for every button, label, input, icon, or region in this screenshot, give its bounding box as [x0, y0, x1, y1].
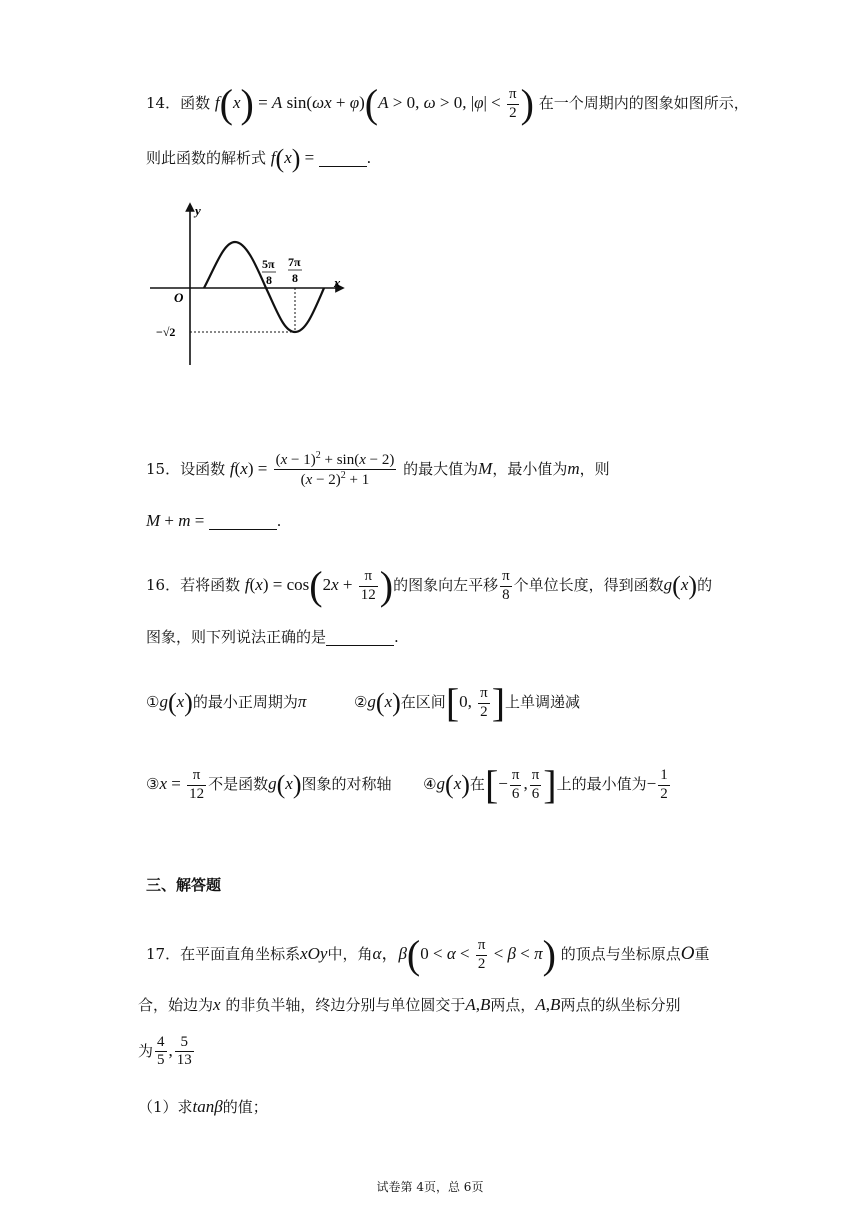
opt1-text: 的最小正周期为 [192, 693, 298, 711]
tick-7pi-8-den: 8 [292, 271, 298, 285]
paren: ) [392, 688, 401, 717]
section-heading: 三、解答题 [146, 876, 222, 894]
paren: ) [292, 770, 302, 799]
paren: ( [445, 770, 454, 799]
points-AB: B [480, 995, 491, 1014]
frac-pi-12: $\frac{\pi}{12}$ [189, 767, 205, 802]
xOy: xOy [300, 944, 328, 963]
period: . [394, 628, 399, 646]
q17-line2 [138, 996, 680, 1013]
period: . [276, 512, 282, 530]
paren: ( [309, 563, 323, 608]
bracket: [ [484, 762, 499, 807]
opt4-text-b: 上的最小值为 [556, 775, 647, 793]
q17-text-b: 中，角 [327, 945, 373, 963]
comma: , [168, 1040, 173, 1060]
q16-function: f(x) = cos [244, 575, 310, 594]
frac-4-5: $\frac{4}{5}$ [157, 1034, 165, 1069]
sine-curve [204, 242, 324, 332]
interval-start: 0, [459, 692, 477, 711]
q14-text-b: 在一个周期内的图象如图所示， [538, 94, 749, 112]
paren: ( [219, 81, 233, 126]
q17-line2-d: 两点的纵坐标分别 [560, 996, 681, 1014]
q16-text-b: 的图象向左平移 [393, 576, 499, 594]
q16-options-row2 [146, 762, 672, 807]
bracket: ] [543, 762, 557, 807]
comma: ， [381, 944, 399, 963]
q15-text-c: ，最小值为 [492, 459, 568, 478]
conditions: A > 0, ω > 0, |φ| < [378, 93, 506, 112]
opt1-mark: ① [146, 693, 160, 711]
q16-text-a: 若将函数 [180, 576, 241, 594]
var-x: x [176, 692, 185, 711]
q17-number: 17． [146, 945, 181, 963]
y-axis-label: y [195, 203, 201, 218]
formula-body: = A sin(ωx + φ) [253, 93, 365, 112]
opt2-text-a: 在区间 [400, 693, 446, 711]
range2: < β < π [489, 944, 543, 963]
opt4-mark: ④ [423, 775, 437, 793]
origin-label: O [174, 290, 184, 305]
paren: ) [291, 144, 301, 173]
q17-text-d: 重 [694, 945, 710, 963]
frac-pi-2: $\frac{\pi}{2}$ [509, 86, 517, 121]
comma: , [545, 995, 551, 1014]
q15-function: f(x) = [229, 458, 272, 478]
q14-text-a: 函数 [180, 94, 211, 112]
paren: ( [672, 571, 681, 600]
frac-pi-8: $\frac{\pi}{8}$ [502, 568, 510, 603]
tick-5pi-8-num: 5π [262, 257, 275, 271]
opt3-text: 不是函数 [208, 775, 269, 793]
points-AB: A [465, 995, 476, 1014]
frac-pi-6: $\frac{\pi}{6}$ [511, 767, 520, 802]
q17-line3 [138, 1034, 196, 1070]
frac-pi-12: $\frac{\pi}{12}$ [360, 568, 376, 603]
beta: β [398, 944, 407, 963]
q16-line2-text: 图象，则下列说法正确的是 [146, 628, 327, 646]
var-g: g [663, 575, 673, 594]
paren: ) [461, 770, 470, 799]
var-f: f [270, 148, 276, 167]
minus: − [498, 774, 508, 793]
comma: , [523, 774, 528, 793]
q16-options-row1 [146, 680, 581, 725]
frac-pi-2: $\frac{\pi}{2}$ [480, 685, 488, 720]
q14-number: 14． [146, 94, 181, 112]
q14-line2-text: 则此函数的解析式 [146, 149, 267, 167]
q15-number: 15． [146, 459, 181, 478]
q16-number: 16． [146, 576, 181, 594]
points-AB: B [550, 995, 561, 1014]
paren: ) [379, 563, 394, 608]
frac-pi-2: $\frac{\pi}{2}$ [477, 937, 486, 972]
q15-text-b: 的最大值为 [403, 459, 479, 478]
bracket: [ [445, 680, 460, 725]
q15-fraction: $\frac{(x - 1)^2 + \sin(x - 2)}{(x - 2)^2 + 1}$ [275, 450, 395, 489]
q16-line1 [146, 563, 713, 608]
alpha: α [372, 944, 382, 963]
page-footer: 试卷第 4页，总 6页 [376, 1180, 484, 1194]
tick-7pi-8-num: 7π [288, 255, 301, 269]
opt2-text-b: 上单调递减 [505, 693, 581, 711]
q15-text-a: 设函数 [180, 459, 226, 478]
points-AB: A [535, 995, 546, 1014]
q14-formula: f [214, 93, 220, 112]
q17-line2-a: 合，始边为 [138, 996, 214, 1014]
range: 0 < α < [420, 944, 474, 963]
var-x: x [453, 774, 462, 793]
var-g: g [367, 692, 376, 711]
q17-line1 [146, 932, 710, 977]
paren: ) [520, 81, 534, 126]
x-equals: x = [159, 774, 186, 793]
sub1-text: 的值； [222, 1098, 268, 1116]
paren: ( [276, 770, 286, 799]
paren: ) [688, 571, 698, 600]
min-value-label: −√2 [156, 325, 176, 339]
q15-text-d: ，则 [579, 459, 610, 478]
opt4-text-a: 在 [469, 775, 485, 793]
arg: 2x + [322, 575, 357, 594]
q17-line2-c: 两点， [490, 996, 536, 1014]
q16-line2 [146, 630, 399, 646]
pi: π [297, 692, 307, 711]
period: . [366, 149, 372, 167]
q17-line3-a: 为 [138, 1041, 154, 1060]
q17-sub1 [138, 1098, 268, 1115]
q17-text-c: 的顶点与坐标原点 [560, 945, 681, 963]
answer-blank [326, 630, 394, 646]
q17-text-a: 在平面直角坐标系 [180, 945, 301, 963]
q14-line2 [146, 146, 371, 172]
var-x: x [232, 93, 241, 112]
paren: ( [364, 81, 379, 126]
var-x: x [384, 692, 393, 711]
var-O: O [680, 943, 695, 964]
paren: ) [240, 81, 254, 126]
opt2-mark: ② [353, 693, 368, 711]
q14-graph [140, 195, 360, 375]
opt3-text-b: 图象的对称轴 [301, 775, 392, 793]
var-M: M [478, 458, 493, 478]
comma: , [475, 995, 480, 1014]
minus: − [646, 774, 657, 793]
paren: ) [184, 688, 193, 717]
paren: ( [406, 932, 421, 977]
frac-5-13: $\frac{5}{13}$ [176, 1034, 192, 1069]
opt3-mark: ③ [146, 775, 160, 793]
var-x: x [680, 575, 689, 594]
var-x: x [284, 148, 292, 167]
paren: ( [375, 688, 385, 717]
var-x: x [285, 774, 293, 793]
q17-line2-b: 的非负半轴，终边分别与单位圆交于 [225, 996, 466, 1014]
var-x: x [213, 995, 221, 1014]
frac-1-2: $\frac{1}{2}$ [660, 767, 668, 802]
paren: ( [275, 144, 285, 173]
paren: ( [167, 688, 177, 717]
x-axis-label: x [334, 275, 341, 290]
equals: = [300, 148, 319, 167]
bracket: ] [491, 680, 506, 725]
q15-line1 [146, 450, 610, 490]
sub1-mark: （1）求 [138, 1098, 193, 1116]
q15-line2 [146, 512, 281, 530]
q16-text-c: 个单位长度，得到函数 [513, 576, 664, 594]
var-g: g [436, 774, 446, 793]
tan-beta: tanβ [192, 1097, 223, 1116]
var-g: g [268, 774, 277, 793]
tick-5pi-8-den: 8 [266, 273, 272, 287]
var-m: m [567, 458, 580, 478]
frac-pi-6: $\frac{\pi}{6}$ [531, 767, 540, 802]
q14-line1 [146, 81, 749, 126]
var-g: g [159, 692, 168, 711]
answer-blank [319, 151, 367, 167]
paren: ) [542, 932, 556, 977]
q16-text-d: 的 [697, 576, 713, 594]
q15-expr: M + m = [146, 511, 209, 530]
answer-blank [209, 514, 277, 530]
